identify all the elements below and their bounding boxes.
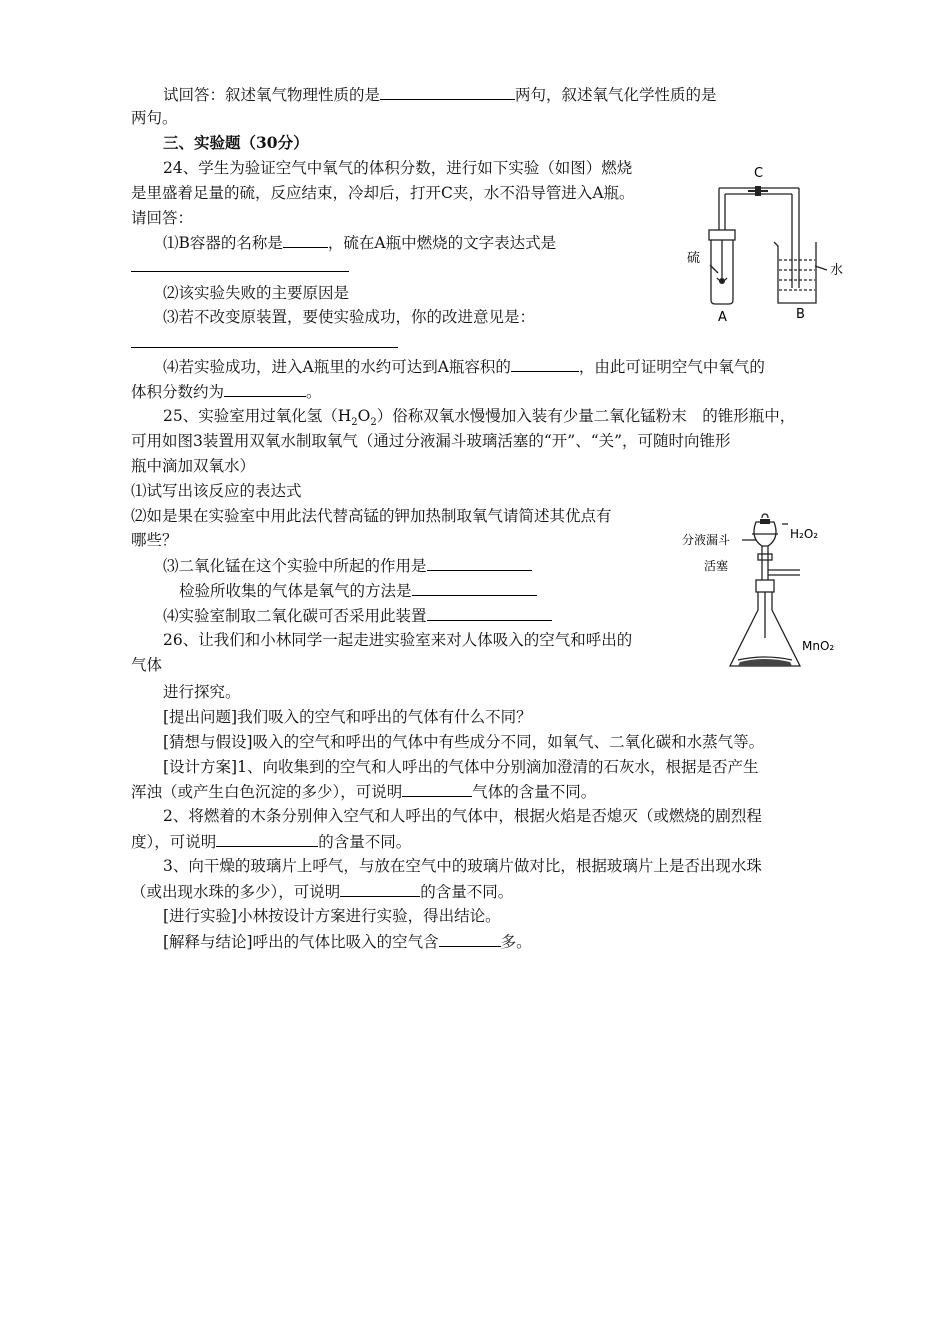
blank[interactable]	[439, 931, 501, 947]
blank[interactable]	[511, 356, 579, 372]
q26-plan2: 2、将燃着的木条分别伸入空气和人呼出的气体中，根据火焰是否熄灭（或燃烧的剧烈程	[163, 807, 762, 825]
text: 的含量不同。	[318, 833, 412, 851]
subscript: 2	[370, 417, 377, 429]
label-c: C	[754, 166, 764, 181]
q26-line3: 进行探究。	[163, 683, 241, 701]
line-q23-answer	[163, 84, 717, 105]
q26-question: [提出问题]我们吸入的空气和呼出的气体有什么不同？	[163, 708, 532, 726]
blank[interactable]	[224, 381, 306, 397]
text: ⑷实验室制取二氧化碳可否采用此装置	[163, 607, 427, 625]
q24-sub4b	[131, 381, 322, 402]
text: O	[357, 407, 371, 425]
q26-conclusion	[163, 931, 532, 952]
text: （或出现水珠的多少），可说明	[131, 883, 341, 901]
label-sulfur: 硫	[687, 251, 701, 266]
blank[interactable]	[402, 781, 472, 797]
text: 浑浊（或产生白色沉淀的多少），可说明	[131, 783, 403, 801]
q25-line1	[163, 406, 795, 433]
text: 25、实验室用过氧化氢（H	[163, 407, 352, 425]
q24-line2: 是里盛着足量的硫，反应结束，冷却后，打开C夹，水不沿导管进入A瓶。	[131, 184, 635, 202]
text: 。	[306, 383, 322, 401]
q26-plan1b	[131, 781, 596, 802]
text: ⑴B容器的名称是	[163, 234, 283, 252]
label-mno2: MnO₂	[802, 639, 835, 653]
q25-line2: 可用如图3装置用双氧水制取氧气（通过分液漏斗玻璃活塞的“开”、“关”，可随时向锥形	[131, 432, 731, 450]
q26-hypothesis: [猜想与假设]吸入的空气和呼出的气体中有些成分不同，如氧气、二氧化碳和水蒸气等。	[163, 733, 765, 751]
text: 的含量不同。	[420, 883, 514, 901]
subscript: 2	[351, 417, 358, 429]
text: 试回答：叙述氧气物理性质的是	[163, 86, 381, 104]
q25-sub2: ⑵如是果在实验室中用此法代替高锰的钾加热制取氧气请简述其优点有	[131, 507, 612, 525]
q26-plan3b	[131, 881, 513, 902]
text: ，由此可证明空气中氧气的	[578, 358, 765, 376]
label-b: B	[796, 307, 805, 322]
text: 体积分数约为	[131, 383, 225, 401]
q26-plan2b	[131, 831, 411, 852]
section-title: 三、实验题（30分）	[163, 133, 309, 152]
q26-experiment: [进行实验]小林按设计方案进行实验，得出结论。	[163, 907, 501, 925]
q24-sub3: ⑶若不改变原装置，要使实验成功，你的改进意见是：	[163, 308, 536, 326]
label-water: 水	[830, 263, 844, 278]
q25-line3: 瓶中滴加双氧水）	[131, 457, 256, 475]
text: 气体的含量不同。	[472, 783, 597, 801]
label-a: A	[718, 310, 727, 325]
label-h2o2: H₂O₂	[790, 527, 819, 541]
q26-line1: 26、让我们和小林同学一起走进实验室来对人体吸入的空气和呼出的	[163, 631, 633, 649]
q26-plan1: [设计方案]1、向收集到的空气和人呼出的气体中分别滴加澄清的石灰水，根据是否产生	[163, 758, 759, 776]
q25-sub1: ⑴试写出该反应的表达式	[131, 482, 302, 500]
apparatus-diagram-2	[682, 510, 847, 685]
answer-line[interactable]	[131, 271, 349, 272]
q24-line3: 请回答：	[131, 209, 194, 227]
q26-line2: 气体	[131, 656, 163, 674]
text: 多。	[500, 933, 532, 951]
text: 度），可说明	[131, 833, 217, 851]
q24-sub2: ⑵该实验失败的主要原因是	[163, 284, 350, 302]
blank[interactable]	[427, 555, 532, 571]
text: ，硫在A瓶中燃烧的文字表达式是	[327, 234, 557, 252]
text: 检验所收集的气体是氧气的方法是	[179, 582, 412, 600]
text: 两句，叙述氧气化学性质的是	[515, 86, 717, 104]
text: [解释与结论]呼出的气体比吸入的空气含	[163, 933, 439, 951]
line: 两句。	[131, 109, 178, 127]
blank[interactable]	[412, 580, 537, 596]
blank[interactable]	[380, 84, 515, 100]
text: ）俗称双氧水慢慢加入装有少量二氧化锰粉末 的锥形瓶中，	[376, 407, 796, 425]
blank[interactable]	[340, 881, 420, 897]
label-stopcock: 活塞	[704, 559, 729, 573]
blank[interactable]	[216, 831, 318, 847]
answer-line[interactable]	[131, 347, 398, 348]
q25-sub3	[163, 555, 532, 576]
text: ⑷若实验成功，进入A瓶里的水约可达到A瓶容积的	[163, 358, 511, 376]
q26-plan3: 3、向干燥的玻璃片上呼气，与放在空气中的玻璃片做对比，根据玻璃片上是否出现水珠	[163, 857, 762, 875]
q25-sub3b	[179, 580, 537, 601]
q24-sub1	[163, 232, 556, 253]
label-funnel: 分液漏斗	[682, 533, 731, 547]
q24-line1: 24、学生为验证空气中氧气的体积分数，进行如下实验（如图）燃烧	[163, 159, 633, 177]
q25-sub2b: 哪些？	[131, 531, 178, 549]
blank[interactable]	[427, 605, 552, 621]
q24-sub4	[163, 356, 765, 377]
text: ⑶二氧化锰在这个实验中所起的作用是	[163, 557, 427, 575]
q25-sub4	[163, 605, 552, 626]
apparatus-diagram-1	[682, 160, 854, 325]
blank[interactable]	[283, 232, 328, 248]
